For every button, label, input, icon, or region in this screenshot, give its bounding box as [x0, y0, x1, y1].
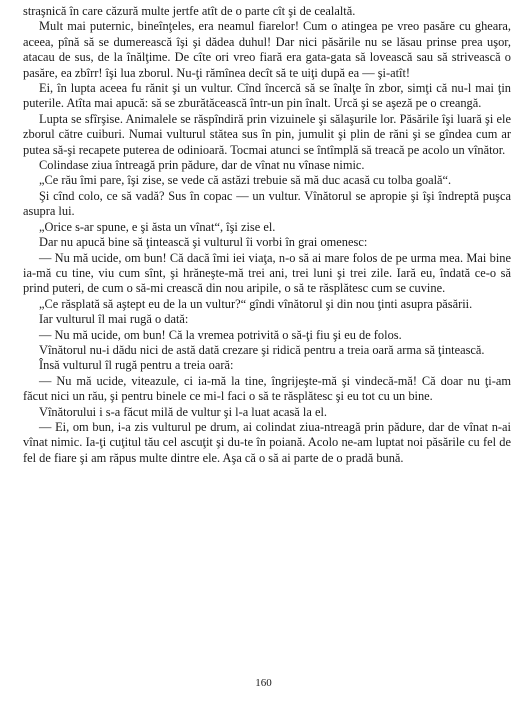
paragraph: Vînătorul nu-i dădu nici de astă dată crezare şi ridică pentru a treia oară arma să ţintească. [39, 342, 485, 357]
page-number: 160 [255, 677, 272, 689]
paragraph: „Ce rău îmi pare, îşi zise, se vede că astăzi trebuie să mă duc acasă cu tolba goală“. [39, 173, 452, 188]
paragraph: straşnică în care căzură multe jertfe atît de o parte cît şi de cealaltă. [23, 4, 356, 18]
paragraph: Dar nu apucă bine să ţintească şi vulturul îi vorbi în grai omenesc: [39, 235, 368, 250]
paragraph: Ei, în lupta aceea fu rănit şi un vultur. Cînd încercă să se înalţe în zbor, simţi că nu-l mai ţin puterile. Atîta mai apucă: să se zburătăcească într-un pin înalt. Urcă şi se aşeză pe o creangă. [23, 81, 511, 111]
paragraph: — Nu mă ucide, om bun! Că la vremea potrivită o să-ţi fiu şi eu de folos. [39, 327, 402, 342]
paragraph: Iar vulturul îl mai rugă o dată: [39, 312, 189, 327]
paragraph: Lupta se sfîrşise. Animalele se răspîndiră prin vizuinele şi sălaşurile lor. Păsările îşi luară şi ele zborul către cuiburi. Numai vulturul stătea sus în pin, jumulit şi plin de răni şi se gîndea cum ar putea să-şi recapete puterea de odinioară. Tocmai atunci se întîmplă să treacă pe acolo un vînător. [23, 111, 511, 157]
paragraph: Însă vulturul îl rugă pentru a treia oară: [39, 358, 234, 373]
paragraph: Mult mai puternic, bineînţeles, era neamul fiarelor! Cum o atingea pe vreo pasăre cu gheara, aceea, pînă să se dumerească îşi şi dădea duhul! Dar nici păsările nu se lăsau prinse prea uşor, atacau de sus, de la înălţime. De cîte ori vreo fiară era gata-gata să lovească sau să strivească o pasăre, ea zbîrr! îşi lua zborul. Nu-ţi rămînea decît să te uiţi după ea — şi-atît! [23, 19, 511, 80]
paragraph: „Ce răsplată să aştept eu de la un vultur?“ gîndi vînătorul şi din nou ţinti asupra păsării. [39, 296, 473, 311]
paragraph: — Ei, om bun, i-a zis vulturul pe drum, ai colindat ziua-ntreagă prin pădure, dar de vînat n-ai vînat nimic. Ia-ţi cuţitul tău cel ascuţit şi du-te în poiană. Acolo ne-am luptat noi păsările cu fel de fel de fiare şi am răpus multe dintre ele. Aşa că o să ai parte de o pradă bună. [23, 419, 511, 465]
paragraph: Colindase ziua întreagă prin pădure, dar de vînat nu vînase nimic. [39, 158, 365, 173]
page-body [23, 4, 511, 466]
paragraph: Vînătorului i s-a făcut milă de vultur şi l-a luat acasă la el. [39, 404, 327, 419]
paragraph: „Orice s-ar spune, e şi ăsta un vînat“, îşi zise el. [39, 219, 276, 234]
paragraph: Şi cînd colo, ce să vadă? Sus în copac — un vultur. Vînătorul se apropie şi îşi îndreptă puşca asupra lui. [23, 188, 511, 219]
paragraph: — Nu mă ucide, om bun! Că dacă îmi iei viaţa, n-o să ai mare folos de pe urma mea. Mai bine ia-mă cu tine, viu cum sînt, şi hrăneşte-mă trei ani, trei luni şi trei zile. Iară eu, îndată ce-o să prind puteri, de cum o să-mi crească din nou aripile, o să te răsplătesc cum se cuvine. [23, 250, 511, 296]
paragraph: — Nu mă ucide, viteazule, ci ia-mă la tine, îngrijeşte-mă şi vindecă-mă! Că doar nu ţi-am făcut nici un rău, şi pentru binele ce mi-l faci o să te răsplătesc şi eu tot cu un bine. [23, 373, 511, 404]
